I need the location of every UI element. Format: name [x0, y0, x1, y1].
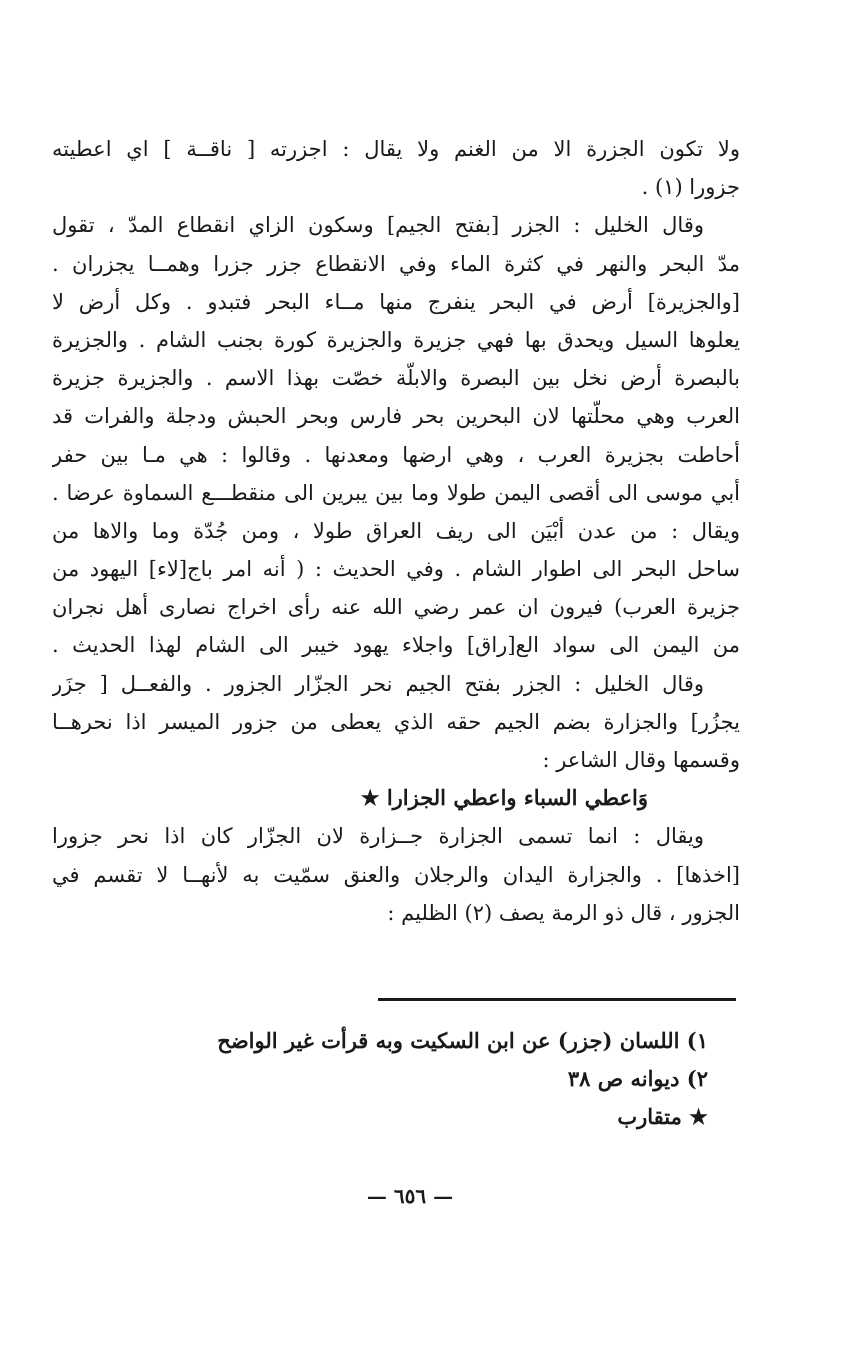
footnotes: [100, 1022, 708, 1136]
text-line: العرب وهي محلّتها لان البحرين بحر فارس وبحر الحبش ودجلة والفرات قد: [52, 404, 740, 429]
text-line: وقال الخليل : الجزر [بفتح الجيم] وسكون الزاي انقطاع المدّ ، تقول: [52, 213, 704, 238]
text-line: جزيرة العرب) فيرون ان عمر رضي الله عنه رأى اخراج نصارى أهل نجران: [52, 595, 740, 620]
text-line: ولا تكون الجزرة الا من الغنم ولا يقال : اجزرته [ ناقــة ] اي اعطيته: [52, 137, 740, 161]
text-line: يعلوها السيل ويحدق بها فهي جزيرة والجزيرة كورة بجنب الشام . والجزيرة: [52, 327, 740, 352]
text-line: من اليمن الى سواد الع[راق] واجلاء يهود خيبر الى الشام لهذا الحديث .: [52, 633, 740, 658]
footnote-2: ٢) ديوانه ص ٣٨: [567, 1066, 708, 1091]
text-line: وقسمها وقال الشاعر :: [542, 748, 740, 772]
text-line: ساحل البحر الى اطوار الشام . وفي الحديث : ( أنه امر باج[لاء] اليهود من: [52, 557, 740, 582]
text-line: أحاطت بجزيرة العرب ، وهي ارضها ومعدنها . وقالوا : هي مـا بين حفر: [52, 442, 740, 467]
text-line: أبي موسى الى أقصى اليمن طولا وما بين يبرين الى منقطـــع السماوة عرضا .: [52, 480, 740, 505]
text-line: يجزُر] والجزارة بضم الجيم حقه الذي يعطى من جزور الميسر اذا نحرهــا: [52, 709, 740, 734]
footnote-meter: ★ متقارب: [617, 1104, 708, 1129]
text-line: الجزور ، قال ذو الرمة يصف (٢) الظليم :: [387, 900, 740, 925]
text-line: مدّ البحر والنهر في كثرة الماء وفي الانقطاع جزر جزرا وهمــا يجزران .: [52, 251, 740, 276]
text-line: بالبصرة أرض نخل بين البصرة والابلّة خصّت بهذا الاسم . والجزيرة جزيرة: [52, 366, 740, 391]
page-number: — ٦٥٦ —: [366, 1184, 454, 1208]
text-line: جزورا (١) .: [641, 175, 740, 200]
footnote-1: ١) اللسان (جزر) عن ابن السكيت وبه قرأت غير الواضح: [217, 1028, 708, 1053]
main-text: [52, 130, 740, 932]
footnote-divider: [378, 998, 736, 1001]
text-line: ويقال : من عدن أبْيَن الى ريف العراق طولا ، ومن جُدّة وما والاها من: [52, 518, 740, 543]
text-line: وقال الخليل : الجزر بفتح الجيم نحر الجزّار الجزور . والفعــل [ جزَر: [52, 671, 704, 696]
text-line: [والجزيرة] أرض في البحر ينفرج منها مــاء البحر فتبدو . وكل أرض لا: [52, 289, 740, 314]
text-line: ويقال : انما تسمى الجزارة جــزارة لان الجزّار كان اذا نحر جزورا: [52, 824, 704, 849]
verse-line: وَاعطي السباء واعطي الجزارا ★: [360, 785, 648, 811]
text-line: [اخذها] . والجزارة اليدان والرجلان والعنق سمّيت به لأنهــا لا تقسم في: [52, 862, 740, 887]
